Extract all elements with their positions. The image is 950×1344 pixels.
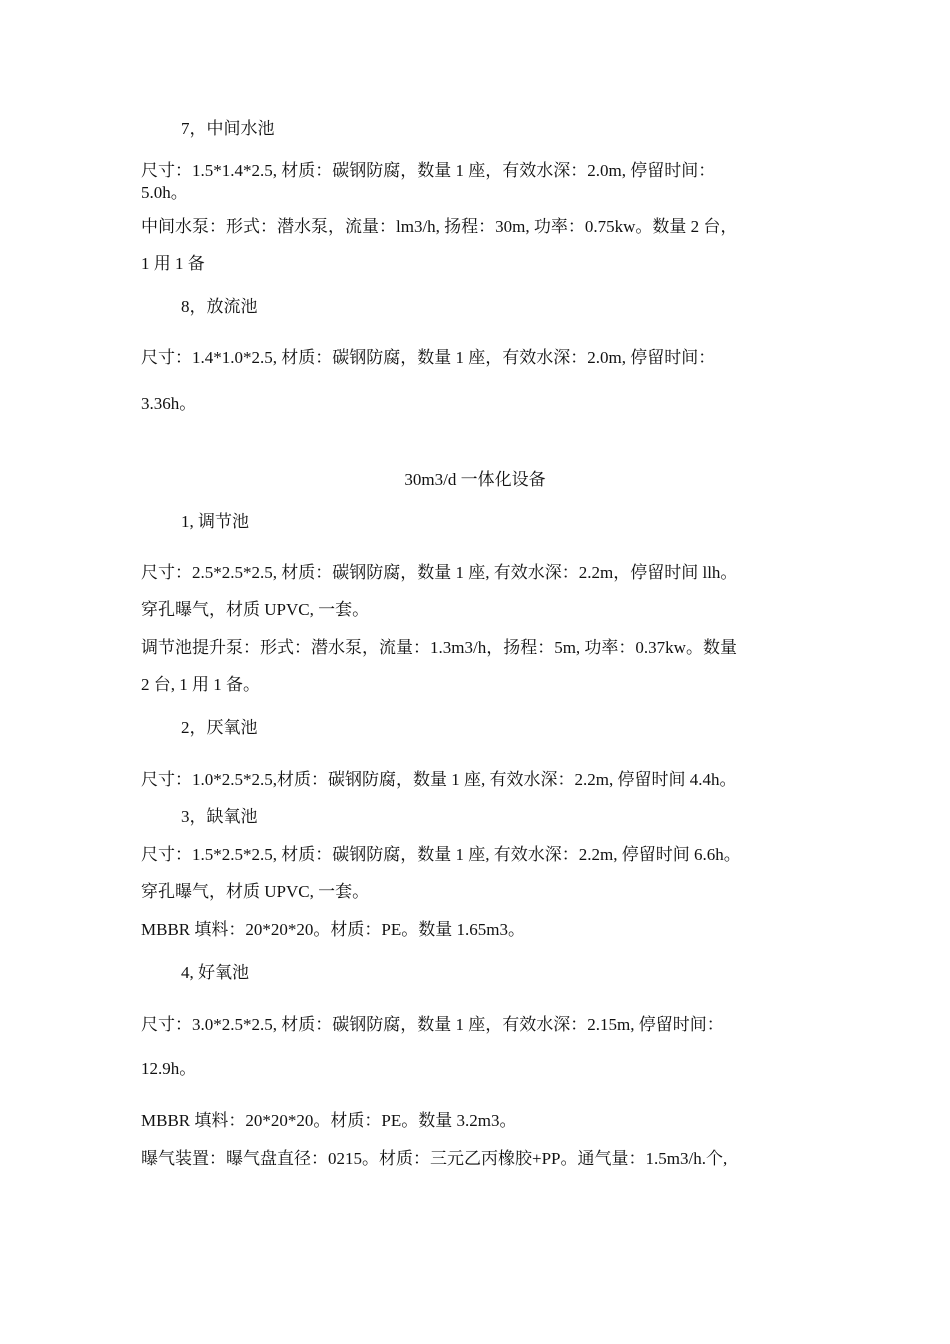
- section-heading-1: 1, 调节池: [181, 512, 249, 531]
- paragraph-line: 5.0h。: [141, 183, 188, 202]
- section-heading-3: 3，缺氧池: [181, 807, 258, 826]
- paragraph-line: 尺寸：1.5*2.5*2.5, 材质：碳钢防腐，数量 1 座, 有效水深：2.2m, 停留时间 6.6h。: [141, 845, 741, 864]
- paragraph-line: 2 台, 1 用 1 备。: [141, 675, 260, 694]
- section-heading-2: 2，厌氧池: [181, 718, 258, 737]
- paragraph-line: 尺寸：1.5*1.4*2.5, 材质：碳钢防腐，数量 1 座，有效水深：2.0m, 停留时间：: [141, 161, 716, 180]
- paragraph-line: 调节池提升泵：形式：潜水泵，流量：1.3m3/h，扬程：5m, 功率：0.37kw。数量: [141, 638, 737, 657]
- paragraph-line: MBBR 填料：20*20*20。材质：PE。数量 1.65m3。: [141, 920, 525, 939]
- section-heading-8: 8，放流池: [181, 297, 258, 316]
- paragraph-line: 尺寸：3.0*2.5*2.5, 材质：碳钢防腐，数量 1 座，有效水深：2.15m, 停留时间：: [141, 1015, 724, 1034]
- paragraph-line: 尺寸：1.0*2.5*2.5,材质：碳钢防腐，数量 1 座, 有效水深：2.2m, 停留时间 4.4h。: [141, 770, 737, 789]
- paragraph-line: 穿孔曝气，材质 UPVC, 一套。: [141, 882, 370, 901]
- paragraph-line: 1 用 1 备: [141, 254, 205, 273]
- paragraph-line: 曝气装置：曝气盘直径：0215。材质：三元乙丙橡胶+PP。通气量：1.5m3/h.个,: [141, 1149, 728, 1168]
- equipment-title: 30m3/d 一体化设备: [404, 470, 546, 489]
- section-heading-7: 7，中间水池: [181, 119, 275, 138]
- paragraph-line: 中间水泵：形式：潜水泵，流量：lm3/h, 扬程：30m, 功率：0.75kw。数量 2 台，: [141, 217, 738, 236]
- paragraph-line: 3.36h。: [141, 394, 197, 413]
- paragraph-line: 尺寸：2.5*2.5*2.5, 材质：碳钢防腐，数量 1 座, 有效水深：2.2m，停留时间 llh。: [141, 563, 738, 582]
- paragraph-line: 尺寸：1.4*1.0*2.5, 材质：碳钢防腐，数量 1 座，有效水深：2.0m, 停留时间：: [141, 348, 716, 367]
- paragraph-line: 穿孔曝气，材质 UPVC, 一套。: [141, 600, 370, 619]
- section-heading-4: 4, 好氧池: [181, 963, 249, 982]
- paragraph-line: 12.9h。: [141, 1059, 197, 1078]
- paragraph-line: MBBR 填料：20*20*20。材质：PE。数量 3.2m3。: [141, 1111, 517, 1130]
